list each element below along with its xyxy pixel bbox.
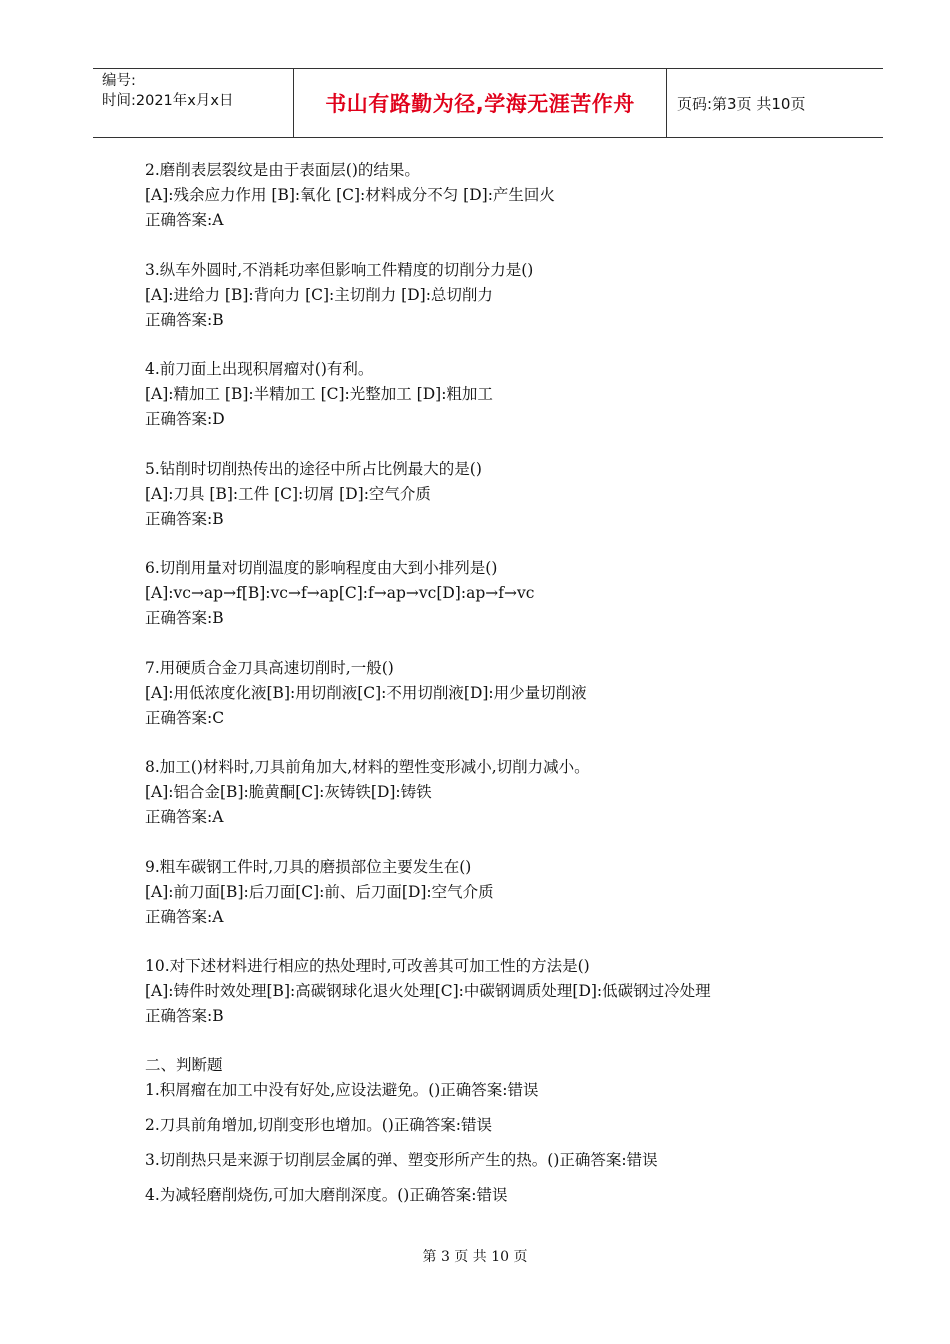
question-answer: 正确答案:A: [145, 211, 224, 229]
question-options: [A]:残余应力作用 [B]:氧化 [C]:材料成分不匀 [D]:产生回火: [145, 186, 555, 204]
question-list: [145, 158, 845, 1029]
question-text: 5.钻削时切削热传出的途径中所占比例最大的是(): [145, 459, 482, 478]
question-options: [A]:铸件时效处理[B]:高碳钢球化退火处理[C]:中碳钢调质处理[D]:低碳钢过冷处理: [145, 982, 711, 1000]
page-footer: 第 3 页 共 10 页: [422, 1249, 528, 1265]
question-options: [A]:用低浓度化液[B]:用切削液[C]:不用切削液[D]:用少量切削液: [145, 683, 587, 702]
header-info-cell: [93, 69, 293, 137]
question-answer: 正确答案:B: [145, 609, 224, 627]
header-time-label: 时间:2021年x月x日: [102, 93, 234, 109]
question-item: [145, 556, 845, 631]
question-item: [145, 258, 845, 333]
document-body: [145, 158, 845, 1218]
question-answer: 正确答案:B: [145, 509, 224, 528]
question-item: [145, 954, 845, 1029]
question-item: [145, 158, 845, 233]
header-motto: 书山有路勤为径,学海无涯苦作舟: [293, 69, 667, 137]
question-item: [145, 457, 845, 532]
question-options: [A]:精加工 [B]:半精加工 [C]:光整加工 [D]:粗加工: [145, 385, 493, 403]
question-answer: 正确答案:B: [145, 1007, 224, 1025]
question-text: 8.加工()材料时,刀具前角加大,材料的塑性变形减小,切削力减小。: [145, 758, 590, 776]
question-answer: 正确答案:A: [145, 907, 224, 926]
question-text: 9.粗车碳钢工件时,刀具的磨损部位主要发生在(): [145, 857, 472, 876]
true-false-section: [145, 1053, 845, 1218]
true-false-item: 2.刀具前角增加,切削变形也增加。()正确答案:错误: [145, 1115, 493, 1134]
question-options: [A]:前刀面[B]:后刀面[C]:前、后刀面[D]:空气介质: [145, 882, 494, 901]
true-false-item: 1.积屑瘤在加工中没有好处,应设法避免。()正确答案:错误: [145, 1080, 539, 1099]
question-text: 2.磨削表层裂纹是由于表面层()的结果。: [145, 161, 420, 179]
question-options: [A]:铝合金[B]:脆黄酮[C]:灰铸铁[D]:铸铁: [145, 783, 432, 801]
header-page-label: 页码:第3页 共10页: [677, 94, 806, 113]
question-options: [A]:vc→ap→f[B]:vc→f→ap[C]:f→ap→vc[D]:ap→f→vc: [145, 584, 535, 602]
question-answer: 正确答案:D: [145, 410, 225, 428]
question-options: [A]:刀具 [B]:工件 [C]:切屑 [D]:空气介质: [145, 484, 431, 503]
question-item: [145, 755, 845, 830]
question-item: [145, 357, 845, 432]
question-answer: 正确答案:C: [145, 708, 225, 727]
question-text: 10.对下述材料进行相应的热处理时,可改善其可加工性的方法是(): [145, 957, 590, 975]
question-item: [145, 855, 845, 930]
header-number-label: 编号:: [102, 73, 136, 89]
question-answer: 正确答案:A: [145, 808, 224, 826]
page-header: [93, 68, 883, 138]
question-answer: 正确答案:B: [145, 310, 224, 329]
question-text: 7.用硬质合金刀具高速切削时,一般(): [145, 658, 394, 677]
question-text: 3.纵车外圆时,不消耗功率但影响工件精度的切削分力是(): [145, 260, 534, 279]
question-text: 4.前刀面上出现积屑瘤对()有利。: [145, 360, 374, 378]
question-options: [A]:进给力 [B]:背向力 [C]:主切削力 [D]:总切削力: [145, 285, 493, 304]
section-title: 二、判断题: [145, 1055, 223, 1074]
question-text: 6.切削用量对切削温度的影响程度由大到小排列是(): [145, 559, 498, 577]
true-false-item: 4.为减轻磨削烧伤,可加大磨削深度。()正确答案:错误: [145, 1185, 508, 1204]
question-item: [145, 656, 845, 731]
true-false-item: 3.切削热只是来源于切削层金属的弹、塑变形所产生的热。()正确答案:错误: [145, 1150, 658, 1169]
